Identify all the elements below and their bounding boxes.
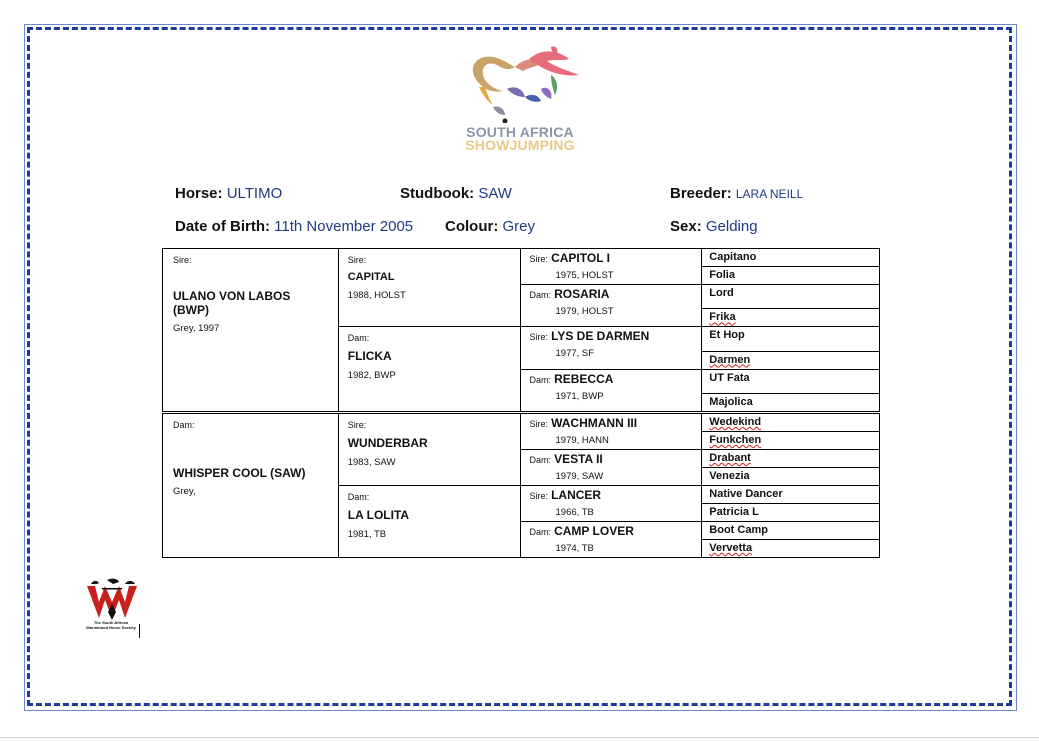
g4-cell bbox=[702, 351, 880, 369]
g3-info: 1974, TB bbox=[555, 543, 594, 554]
sex-field bbox=[670, 218, 758, 235]
g3-info: 1979, HANN bbox=[555, 435, 609, 446]
g3-name: WACHMANN III bbox=[551, 416, 638, 430]
g3-name: CAPITOL I bbox=[551, 251, 610, 265]
g3-cell bbox=[520, 450, 702, 486]
colour-field bbox=[445, 218, 535, 235]
g4-name: Drabant bbox=[709, 452, 751, 464]
g3-cell bbox=[520, 285, 702, 327]
g4-name: Darmen bbox=[709, 353, 751, 366]
g4-cell bbox=[702, 413, 880, 432]
g4-cell: Boot Camp bbox=[702, 522, 880, 540]
g3-label: Sire: bbox=[529, 254, 549, 264]
g3-label: Dam: bbox=[529, 290, 552, 300]
colour-label: Colour: bbox=[445, 218, 499, 235]
g3-cell bbox=[520, 327, 702, 369]
dam-dam-name: LA LOLITA bbox=[347, 508, 410, 522]
studbook-field bbox=[400, 185, 512, 202]
g3-name: CAMP LOVER bbox=[554, 524, 634, 538]
g3-info: 1979, HOLST bbox=[555, 306, 614, 317]
g4-cell: UT Fata bbox=[702, 369, 880, 393]
g4-name: Wedekind bbox=[709, 416, 762, 428]
dam-dam-cell bbox=[338, 486, 520, 558]
g3-cell bbox=[520, 369, 702, 412]
g3-label: Dam: bbox=[529, 527, 552, 537]
sa-showjumping-logo bbox=[455, 45, 585, 155]
g4-cell: Venezia bbox=[702, 468, 880, 486]
sire-dam-name: FLICKA bbox=[347, 349, 392, 364]
g3-name: ROSARIA bbox=[554, 287, 610, 301]
g3-label: Dam: bbox=[529, 374, 552, 385]
society-caption: The South African Warmblood Horse Society bbox=[86, 620, 136, 630]
g4-name: Vervetta bbox=[709, 542, 753, 554]
dam-dam-label: Dam: bbox=[347, 492, 370, 502]
sire-label: Sire: bbox=[173, 255, 192, 265]
g4-cell bbox=[702, 540, 880, 558]
horse-logo-icon bbox=[459, 45, 581, 123]
g4-cell: Lord bbox=[702, 285, 880, 309]
sire-dam-label: Dam: bbox=[347, 333, 370, 344]
g4-cell bbox=[702, 450, 880, 468]
horse-value: ULTIMO bbox=[226, 185, 283, 202]
horse-label: Horse: bbox=[175, 185, 223, 202]
dam-cell bbox=[163, 413, 339, 558]
pedigree-table bbox=[162, 248, 880, 558]
g3-name: VESTA II bbox=[554, 452, 603, 466]
g3-info: 1975, HOLST bbox=[555, 270, 614, 281]
sire-dam-cell bbox=[338, 327, 520, 413]
society-crest-icon bbox=[83, 578, 141, 622]
g3-cell bbox=[520, 486, 702, 522]
page-bottom-line bbox=[0, 737, 1039, 738]
sire-info: Grey, 1997 bbox=[173, 323, 220, 334]
dam-sire-info: 1983, SAW bbox=[347, 457, 396, 468]
g3-info: 1977, SF bbox=[555, 348, 595, 360]
horse-field bbox=[175, 185, 282, 202]
dob-label: Date of Birth: bbox=[175, 218, 270, 235]
g4-cell: Patricia L bbox=[702, 504, 880, 522]
studbook-value: SAW bbox=[478, 185, 512, 202]
g3-name: LYS DE DARMEN bbox=[551, 329, 650, 344]
sex-label: Sex: bbox=[670, 218, 702, 235]
dam-sire-cell bbox=[338, 413, 520, 486]
dam-sire-name: WUNDERBAR bbox=[347, 436, 428, 450]
dam-dam-info: 1981, TB bbox=[347, 529, 387, 540]
sex-value: Gelding bbox=[705, 218, 758, 235]
dam-info: Grey, bbox=[173, 486, 196, 497]
g3-name: REBECCA bbox=[554, 371, 614, 386]
sire-name: ULANO VON LABOS (BWP) bbox=[173, 289, 291, 317]
dam-label: Dam: bbox=[173, 420, 195, 430]
g4-cell: Et Hop bbox=[702, 327, 880, 351]
g3-cell bbox=[520, 413, 702, 450]
g3-name: LANCER bbox=[551, 488, 602, 502]
g4-cell bbox=[702, 432, 880, 450]
logo-text-showjumping: SHOWJUMPING bbox=[465, 137, 575, 153]
g4-name: Frika bbox=[709, 311, 736, 324]
g4-cell: Capitano bbox=[702, 249, 880, 267]
sire-sire-name: CAPITAL bbox=[347, 271, 395, 283]
g4-cell bbox=[702, 309, 880, 327]
g3-info: 1979, SAW bbox=[555, 471, 604, 482]
g3-label: Sire: bbox=[529, 419, 549, 429]
breeder-field bbox=[670, 185, 803, 202]
logo-text-south-africa: SOUTH AFRICA bbox=[466, 124, 574, 140]
dob-value: 11th November 2005 bbox=[274, 218, 414, 235]
dam-sire-label: Sire: bbox=[347, 420, 367, 430]
g4-name: Funkchen bbox=[709, 434, 762, 446]
sire-sire-cell bbox=[338, 249, 520, 327]
g3-cell bbox=[520, 249, 702, 285]
dob-field bbox=[175, 218, 413, 235]
dam-name: WHISPER COOL (SAW) bbox=[173, 466, 306, 480]
g3-cell bbox=[520, 522, 702, 558]
breeder-value: LARA NEILL bbox=[735, 187, 804, 201]
g3-label: Sire: bbox=[529, 332, 549, 343]
sire-sire-info: 1988, HOLST bbox=[347, 290, 406, 301]
g3-info: 1971, BWP bbox=[555, 390, 604, 402]
breeder-label: Breeder: bbox=[670, 185, 732, 202]
logo-divider bbox=[139, 624, 140, 638]
colour-value: Grey bbox=[502, 218, 536, 235]
studbook-label: Studbook: bbox=[400, 185, 475, 202]
warmblood-society-logo bbox=[83, 578, 143, 640]
sire-sire-label: Sire: bbox=[347, 255, 367, 265]
g4-cell: Folia bbox=[702, 267, 880, 285]
g4-cell: Native Dancer bbox=[702, 486, 880, 504]
sire-dam-info: 1982, BWP bbox=[347, 370, 396, 382]
g3-label: Dam: bbox=[529, 455, 552, 465]
sire-cell bbox=[163, 249, 339, 413]
g4-cell: Majolica bbox=[702, 394, 880, 413]
g3-label: Sire: bbox=[529, 491, 549, 501]
g3-info: 1966, TB bbox=[555, 507, 594, 518]
